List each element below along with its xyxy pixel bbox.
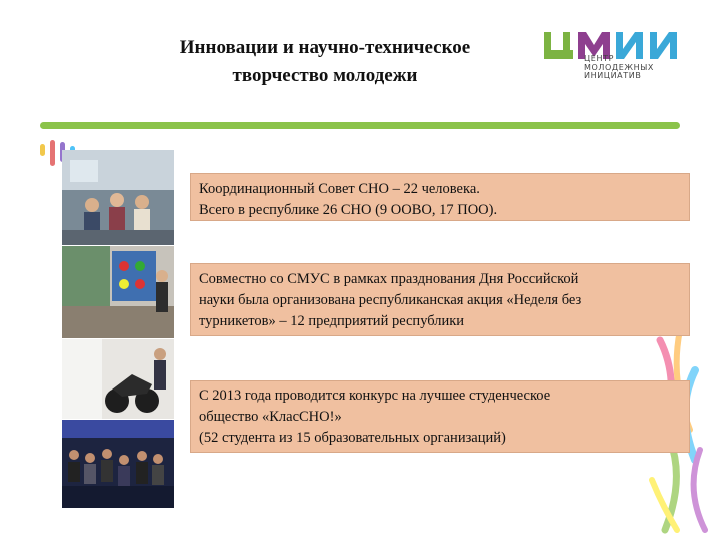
box3-line3: (52 студента из 15 образовательных организаций) [199, 430, 506, 446]
box2-line3: турникетов» – 12 предприятий республики [199, 313, 465, 329]
logo-subtitle: ЦЕНТР МОЛОДЕЖНЫХ ИНИЦИАТИВ [584, 54, 654, 81]
box2-line1: Совместно со СМУС в рамках празднования Дня Российской [199, 271, 579, 287]
exhibition-photo [62, 246, 174, 338]
box1-line1: Координационный Совет СНО – 22 человека. [199, 181, 480, 197]
box1-line2: Всего в республике 26 СНО (9 ООВО, 17 ПОО). [199, 202, 498, 218]
box3-line1: С 2013 года проводится конкурс на лучшее студенческое [199, 388, 551, 404]
title-line-1: Инновации и научно-техническое [179, 37, 471, 58]
slide-title [120, 34, 530, 90]
info-box-council [190, 173, 690, 221]
meeting-photo [62, 150, 174, 245]
photo-collage [62, 150, 174, 508]
box2-line2: науки была организована республиканская акция «Неделя без [199, 292, 582, 308]
box3-line2: общество «КласСНО!» [199, 409, 342, 425]
title-line-2: творчество молодежи [232, 65, 418, 86]
audience-photo [62, 420, 174, 508]
info-box-science-week [190, 263, 690, 336]
motorcycle-photo [62, 339, 174, 419]
divider-bar [40, 122, 680, 129]
info-box-contest [190, 380, 690, 453]
